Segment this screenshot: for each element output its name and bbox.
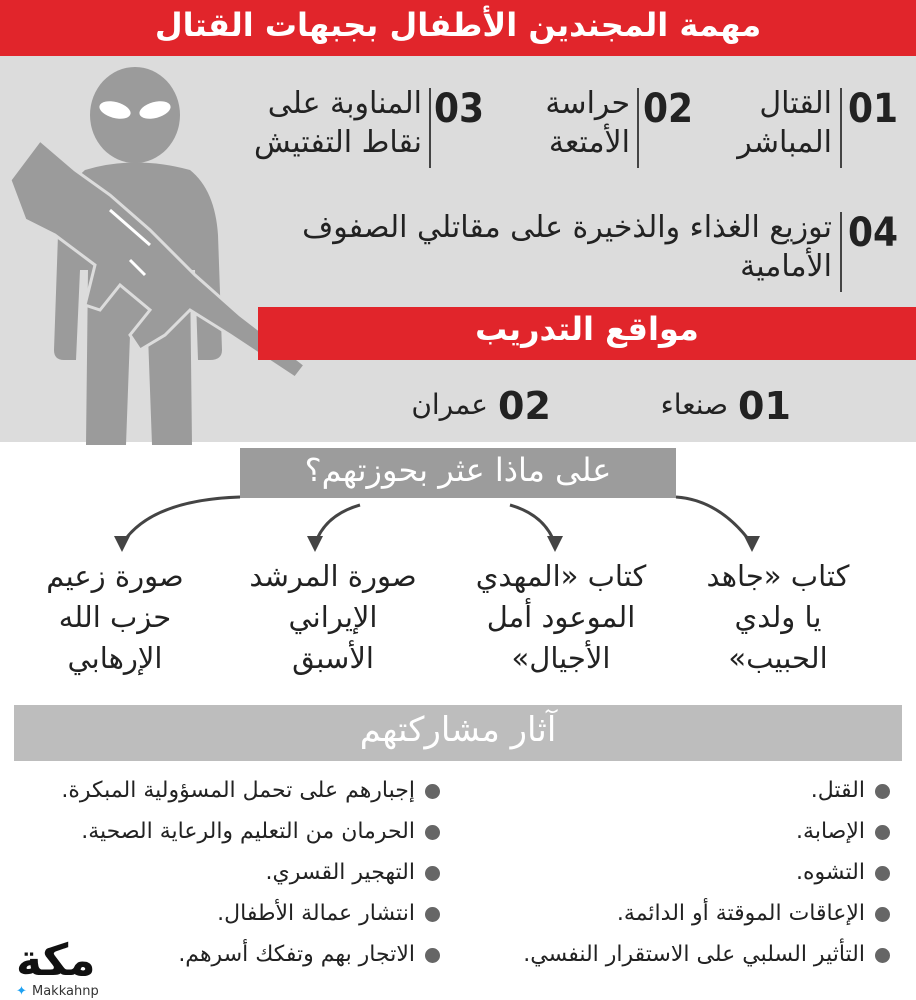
- find-item: [456, 556, 666, 680]
- find-line: حزب الله: [58, 600, 172, 635]
- role-line: المباشر: [737, 125, 832, 160]
- list-item: إجبارهم على تحمل المسؤولية المبكرة.: [20, 778, 440, 819]
- role-line: الأمامية: [740, 249, 832, 284]
- divider: [840, 88, 842, 168]
- location-number: 02: [498, 384, 551, 428]
- handle-text: Makkahnp: [32, 984, 99, 999]
- role-number: 01: [848, 86, 899, 132]
- list-item: التأثير السلبي على الاستقرار النفسي.: [470, 942, 890, 983]
- find-item: [30, 556, 200, 680]
- role-line: حراسة: [545, 86, 630, 121]
- list-item: انتشار عمالة الأطفال.: [20, 901, 440, 942]
- find-line: الإرهابي: [67, 641, 163, 676]
- role-line: توزيع الغذاء والذخيرة على مقاتلي الصفوف: [302, 210, 832, 245]
- bullet-icon: [875, 784, 890, 799]
- find-line: صورة المرشد: [249, 559, 417, 593]
- role-line: القتال: [759, 86, 832, 121]
- role-number: 02: [643, 86, 694, 132]
- list-item: التشوه.: [470, 860, 890, 901]
- divider: [429, 88, 431, 168]
- bullet-icon: [875, 866, 890, 881]
- arrow-head: [114, 536, 130, 552]
- bullet-icon: [875, 825, 890, 840]
- role-number: 03: [434, 86, 485, 132]
- logo: مكة: [16, 935, 96, 986]
- bullet-icon: [425, 866, 440, 881]
- page-title: مهمة المجندين الأطفال بجبهات القتال: [154, 6, 762, 44]
- list-item: الإصابة.: [470, 819, 890, 860]
- list-item: الحرمان من التعليم والرعاية الصحية.: [20, 819, 440, 860]
- role-line: نقاط التفتيش: [253, 125, 422, 160]
- arrows-graphic: [0, 480, 916, 560]
- location-name: عمران: [411, 388, 488, 421]
- bullet-icon: [425, 784, 440, 799]
- arrow-head: [744, 536, 760, 552]
- bullet-icon: [875, 907, 890, 922]
- bullet-icon: [875, 948, 890, 963]
- role-text: [280, 208, 832, 286]
- arrow-path: [676, 497, 752, 544]
- find-line: صورة زعيم: [46, 559, 184, 593]
- training-title: مواقع التدريب: [475, 310, 699, 348]
- list-item: التهجير القسري.: [20, 860, 440, 901]
- find-line: الحبيب»: [728, 641, 828, 676]
- role-number: 04: [848, 210, 899, 256]
- find-line: الأجيال»: [511, 641, 611, 676]
- find-line: الموعود أمل: [486, 600, 636, 635]
- bullet-icon: [425, 907, 440, 922]
- find-line: كتاب «المهدي: [475, 559, 647, 593]
- effects-title: آثار مشاركتهم: [359, 710, 557, 750]
- arrow-path: [122, 497, 240, 544]
- find-line: الأسبق: [292, 641, 374, 676]
- bird-icon: ✦: [16, 984, 27, 999]
- effects-list-right: [470, 778, 890, 983]
- list-item: الإعاقات الموقتة أو الدائمة.: [470, 901, 890, 942]
- location-name: صنعاء: [660, 388, 728, 421]
- twitter-handle[interactable]: [16, 980, 99, 999]
- role-line: الأمتعة: [548, 125, 630, 160]
- bullet-icon: [425, 948, 440, 963]
- arrow-head: [547, 536, 563, 552]
- list-item: القتل.: [470, 778, 890, 819]
- list-item: الاتجار بهم وتفكك أسرهم.: [20, 942, 440, 983]
- find-line: يا ولدي: [734, 600, 822, 635]
- find-line: الإيراني: [288, 600, 378, 635]
- find-line: كتاب «جاهد: [706, 559, 850, 593]
- find-item: [690, 556, 866, 680]
- divider: [637, 88, 639, 168]
- divider: [840, 212, 842, 292]
- role-text: [200, 84, 422, 162]
- role-line: المناوبة على: [267, 86, 422, 121]
- arrow-head: [307, 536, 323, 552]
- bullet-icon: [425, 825, 440, 840]
- find-item: [236, 556, 430, 680]
- question-title: على ماذا عثر بحوزتهم؟: [304, 451, 612, 489]
- role-text: [480, 84, 630, 162]
- location-number: 01: [738, 384, 791, 428]
